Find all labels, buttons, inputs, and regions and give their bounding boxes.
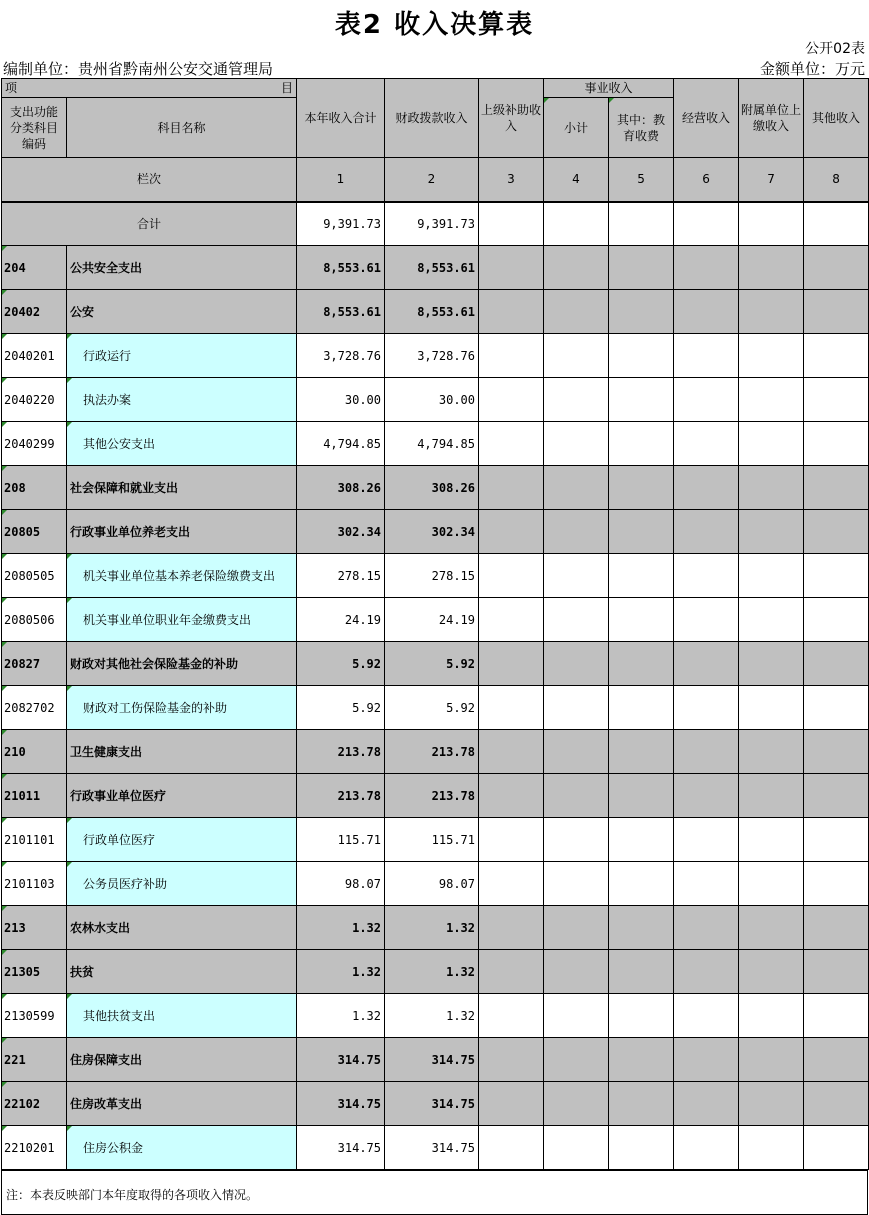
empty-cell: [674, 246, 739, 290]
row-name: 住房公积金: [67, 1126, 297, 1170]
row-total-income: 5.92: [297, 642, 385, 686]
empty-cell: [804, 642, 869, 686]
empty-cell: [479, 378, 544, 422]
empty-cell: [609, 466, 674, 510]
empty-cell: [804, 994, 869, 1038]
col-number-3: 3: [479, 158, 544, 202]
empty-cell: [544, 1126, 609, 1170]
empty-cell: [739, 1082, 804, 1126]
empty-cell: [544, 422, 609, 466]
row-name: 社会保障和就业支出: [67, 466, 297, 510]
empty-cell: [544, 554, 609, 598]
empty-cell: [609, 378, 674, 422]
table-row: [2, 466, 869, 510]
header-other: 其他收入: [804, 79, 869, 158]
empty-cell: [674, 422, 739, 466]
row-total-income: 213.78: [297, 730, 385, 774]
row-code: 20805: [2, 510, 67, 554]
empty-cell: [544, 642, 609, 686]
empty-cell: [674, 642, 739, 686]
row-name: 机关事业单位职业年金缴费支出: [67, 598, 297, 642]
empty-cell: [804, 598, 869, 642]
row-total-income: 3,728.76: [297, 334, 385, 378]
empty-cell: [739, 246, 804, 290]
row-fiscal-income: 213.78: [385, 730, 479, 774]
empty-cell: [804, 1126, 869, 1170]
empty-cell: [804, 378, 869, 422]
empty-cell: [804, 1038, 869, 1082]
empty-cell: [479, 334, 544, 378]
empty-cell: [544, 202, 609, 246]
row-name: 公务员医疗补助: [67, 862, 297, 906]
table-row: [2, 730, 869, 774]
table-row: [2, 1038, 869, 1082]
row-fiscal-income: 213.78: [385, 774, 479, 818]
empty-cell: [544, 334, 609, 378]
empty-cell: [544, 598, 609, 642]
header-name: 科目名称: [67, 98, 297, 158]
empty-cell: [479, 202, 544, 246]
row-fiscal-income: 5.92: [385, 686, 479, 730]
empty-cell: [479, 246, 544, 290]
empty-cell: [609, 334, 674, 378]
empty-cell: [609, 818, 674, 862]
empty-cell: [804, 1082, 869, 1126]
row-name: 住房改革支出: [67, 1082, 297, 1126]
row-name: 行政单位医疗: [67, 818, 297, 862]
row-total-income: 1.32: [297, 950, 385, 994]
report-title: 表2 收入决算表: [334, 10, 535, 40]
empty-cell: [674, 1082, 739, 1126]
empty-cell: [739, 1038, 804, 1082]
header-superior: 上级补助收入: [479, 79, 544, 158]
row-fiscal-income: 30.00: [385, 378, 479, 422]
row-total-income: 213.78: [297, 774, 385, 818]
empty-cell: [609, 774, 674, 818]
empty-cell: [739, 862, 804, 906]
empty-cell: [544, 818, 609, 862]
empty-cell: [804, 818, 869, 862]
empty-cell: [609, 1038, 674, 1082]
empty-cell: [674, 598, 739, 642]
table-row: [2, 1126, 869, 1170]
header-fiscal: 财政拨款收入: [385, 79, 479, 158]
empty-cell: [674, 202, 739, 246]
empty-cell: [804, 730, 869, 774]
row-total-income: 314.75: [297, 1126, 385, 1170]
row-code: 2040201: [2, 334, 67, 378]
empty-cell: [804, 510, 869, 554]
empty-cell: [804, 422, 869, 466]
empty-cell: [479, 994, 544, 1038]
header-xiang: 项: [5, 81, 18, 95]
empty-cell: [674, 950, 739, 994]
table-row: [2, 994, 869, 1038]
header-lanci: 栏次: [2, 158, 297, 202]
empty-cell: [609, 1126, 674, 1170]
empty-cell: [804, 246, 869, 290]
row-fiscal-income: 115.71: [385, 818, 479, 862]
empty-cell: [479, 950, 544, 994]
total-row: [2, 202, 869, 246]
total-fiscal-value: 9,391.73: [385, 202, 479, 246]
empty-cell: [674, 774, 739, 818]
row-code: 2040299: [2, 422, 67, 466]
row-code: 2101101: [2, 818, 67, 862]
table-row: [2, 906, 869, 950]
row-fiscal-income: 24.19: [385, 598, 479, 642]
header-mu: 目: [280, 81, 293, 95]
col-number-5: 5: [609, 158, 674, 202]
empty-cell: [479, 686, 544, 730]
row-total-income: 314.75: [297, 1082, 385, 1126]
header-operating: 经营收入: [674, 79, 739, 158]
empty-cell: [804, 686, 869, 730]
empty-cell: [739, 290, 804, 334]
empty-cell: [479, 1082, 544, 1126]
empty-cell: [739, 818, 804, 862]
row-fiscal-income: 314.75: [385, 1082, 479, 1126]
empty-cell: [674, 686, 739, 730]
empty-cell: [739, 642, 804, 686]
table-row: [2, 862, 869, 906]
empty-cell: [674, 378, 739, 422]
row-name: 公安: [67, 290, 297, 334]
table-row: [2, 554, 869, 598]
empty-cell: [544, 686, 609, 730]
row-total-income: 8,553.61: [297, 246, 385, 290]
table-row: [2, 950, 869, 994]
empty-cell: [479, 1038, 544, 1082]
table-row: [2, 334, 869, 378]
empty-cell: [544, 1038, 609, 1082]
footnote-box: [1, 1169, 868, 1215]
table-row: [2, 290, 869, 334]
row-fiscal-income: 314.75: [385, 1038, 479, 1082]
empty-cell: [479, 510, 544, 554]
row-name: 卫生健康支出: [67, 730, 297, 774]
row-total-income: 308.26: [297, 466, 385, 510]
header-business: 事业收入: [544, 79, 674, 98]
empty-cell: [739, 730, 804, 774]
empty-cell: [544, 862, 609, 906]
empty-cell: [609, 862, 674, 906]
empty-cell: [804, 950, 869, 994]
row-name: 行政运行: [67, 334, 297, 378]
table-row: [2, 686, 869, 730]
row-total-income: 30.00: [297, 378, 385, 422]
row-code: 2082702: [2, 686, 67, 730]
col-number-7: 7: [739, 158, 804, 202]
empty-cell: [479, 290, 544, 334]
empty-cell: [479, 774, 544, 818]
empty-cell: [739, 906, 804, 950]
row-fiscal-income: 1.32: [385, 906, 479, 950]
row-fiscal-income: 4,794.85: [385, 422, 479, 466]
empty-cell: [479, 642, 544, 686]
empty-cell: [804, 466, 869, 510]
empty-cell: [544, 774, 609, 818]
row-name: 财政对其他社会保险基金的补助: [67, 642, 297, 686]
row-total-income: 278.15: [297, 554, 385, 598]
empty-cell: [479, 862, 544, 906]
empty-cell: [739, 950, 804, 994]
empty-cell: [479, 598, 544, 642]
row-fiscal-income: 302.34: [385, 510, 479, 554]
col-number-1: 1: [297, 158, 385, 202]
row-code: 213: [2, 906, 67, 950]
row-total-income: 24.19: [297, 598, 385, 642]
empty-cell: [674, 994, 739, 1038]
empty-cell: [609, 950, 674, 994]
form-code: 公开02表: [805, 41, 865, 57]
col-number-6: 6: [674, 158, 739, 202]
header-affiliated: 附属单位上缴收入: [739, 79, 804, 158]
row-total-income: 314.75: [297, 1038, 385, 1082]
row-name: 农林水支出: [67, 906, 297, 950]
row-total-income: 1.32: [297, 994, 385, 1038]
empty-cell: [544, 246, 609, 290]
row-fiscal-income: 314.75: [385, 1126, 479, 1170]
empty-cell: [544, 994, 609, 1038]
empty-cell: [674, 290, 739, 334]
row-code: 22102: [2, 1082, 67, 1126]
empty-cell: [544, 906, 609, 950]
row-total-income: 5.92: [297, 686, 385, 730]
table-row: [2, 1082, 869, 1126]
table-row: [2, 774, 869, 818]
row-code: 21011: [2, 774, 67, 818]
table-row: [2, 510, 869, 554]
row-fiscal-income: 278.15: [385, 554, 479, 598]
empty-cell: [739, 466, 804, 510]
row-code: 2101103: [2, 862, 67, 906]
row-fiscal-income: 8,553.61: [385, 246, 479, 290]
row-code: 210: [2, 730, 67, 774]
empty-cell: [609, 994, 674, 1038]
empty-cell: [739, 510, 804, 554]
empty-cell: [674, 334, 739, 378]
empty-cell: [804, 334, 869, 378]
empty-cell: [609, 510, 674, 554]
income-table: [1, 78, 868, 1170]
empty-cell: [674, 862, 739, 906]
empty-cell: [609, 246, 674, 290]
row-name: 其他扶贫支出: [67, 994, 297, 1038]
empty-cell: [479, 1126, 544, 1170]
empty-cell: [804, 774, 869, 818]
empty-cell: [739, 598, 804, 642]
table-row: [2, 642, 869, 686]
empty-cell: [739, 202, 804, 246]
row-fiscal-income: 8,553.61: [385, 290, 479, 334]
row-code: 2040220: [2, 378, 67, 422]
empty-cell: [674, 1038, 739, 1082]
empty-cell: [739, 378, 804, 422]
header-code: 支出功能分类科目编码: [2, 98, 67, 158]
row-name: 扶贫: [67, 950, 297, 994]
row-fiscal-income: 1.32: [385, 950, 479, 994]
empty-cell: [674, 906, 739, 950]
row-code: 21305: [2, 950, 67, 994]
row-code: 20402: [2, 290, 67, 334]
col-number-2: 2: [385, 158, 479, 202]
row-code: 208: [2, 466, 67, 510]
empty-cell: [674, 510, 739, 554]
row-total-income: 98.07: [297, 862, 385, 906]
empty-cell: [609, 730, 674, 774]
row-code: 2080505: [2, 554, 67, 598]
empty-cell: [544, 1082, 609, 1126]
row-total-income: 4,794.85: [297, 422, 385, 466]
row-name: 其他公安支出: [67, 422, 297, 466]
empty-cell: [739, 554, 804, 598]
empty-cell: [739, 994, 804, 1038]
empty-cell: [804, 290, 869, 334]
empty-cell: [609, 1082, 674, 1126]
empty-cell: [739, 334, 804, 378]
empty-cell: [739, 1126, 804, 1170]
row-fiscal-income: 308.26: [385, 466, 479, 510]
empty-cell: [609, 290, 674, 334]
table-row: [2, 378, 869, 422]
row-name: 公共安全支出: [67, 246, 297, 290]
empty-cell: [739, 686, 804, 730]
row-fiscal-income: 1.32: [385, 994, 479, 1038]
empty-cell: [609, 598, 674, 642]
total-income-value: 9,391.73: [297, 202, 385, 246]
empty-cell: [609, 686, 674, 730]
header-education: 其中：教育收费: [609, 98, 674, 158]
row-fiscal-income: 98.07: [385, 862, 479, 906]
empty-cell: [804, 554, 869, 598]
empty-cell: [479, 906, 544, 950]
empty-cell: [479, 818, 544, 862]
col-number-4: 4: [544, 158, 609, 202]
empty-cell: [479, 422, 544, 466]
empty-cell: [674, 818, 739, 862]
row-code: 2080506: [2, 598, 67, 642]
row-code: 221: [2, 1038, 67, 1082]
row-total-income: 302.34: [297, 510, 385, 554]
empty-cell: [479, 466, 544, 510]
row-name: 机关事业单位基本养老保险缴费支出: [67, 554, 297, 598]
row-name: 财政对工伤保险基金的补助: [67, 686, 297, 730]
empty-cell: [544, 950, 609, 994]
row-code: 20827: [2, 642, 67, 686]
row-name: 住房保障支出: [67, 1038, 297, 1082]
total-label: 合计: [2, 202, 297, 246]
table-row: [2, 422, 869, 466]
row-code: 204: [2, 246, 67, 290]
row-name: 行政事业单位养老支出: [67, 510, 297, 554]
empty-cell: [674, 1126, 739, 1170]
empty-cell: [479, 554, 544, 598]
empty-cell: [804, 862, 869, 906]
empty-cell: [544, 378, 609, 422]
row-fiscal-income: 3,728.76: [385, 334, 479, 378]
row-total-income: 115.71: [297, 818, 385, 862]
unit-label: 金额单位：万元: [759, 60, 865, 78]
empty-cell: [544, 730, 609, 774]
empty-cell: [479, 730, 544, 774]
row-code: 2130599: [2, 994, 67, 1038]
row-name: 行政事业单位医疗: [67, 774, 297, 818]
empty-cell: [544, 290, 609, 334]
empty-cell: [804, 906, 869, 950]
empty-cell: [739, 422, 804, 466]
empty-cell: [609, 554, 674, 598]
row-total-income: 1.32: [297, 906, 385, 950]
empty-cell: [674, 554, 739, 598]
row-total-income: 8,553.61: [297, 290, 385, 334]
header-xiang-mu: [2, 79, 297, 98]
table-row: [2, 598, 869, 642]
empty-cell: [609, 906, 674, 950]
empty-cell: [804, 202, 869, 246]
empty-cell: [674, 730, 739, 774]
empty-cell: [609, 422, 674, 466]
empty-cell: [544, 466, 609, 510]
empty-cell: [674, 466, 739, 510]
row-name: 执法办案: [67, 378, 297, 422]
footnote: 注：本表反映部门本年度取得的各项收入情况。: [6, 1188, 259, 1202]
org-label: 编制单位：贵州省黔南州公安交通管理局: [3, 60, 274, 78]
row-fiscal-income: 5.92: [385, 642, 479, 686]
col-number-8: 8: [804, 158, 869, 202]
empty-cell: [609, 642, 674, 686]
header-subtotal: 小计: [544, 98, 609, 158]
header-total-income: 本年收入合计: [297, 79, 385, 158]
empty-cell: [739, 774, 804, 818]
empty-cell: [609, 202, 674, 246]
table-row: [2, 246, 869, 290]
empty-cell: [544, 510, 609, 554]
row-code: 2210201: [2, 1126, 67, 1170]
table-row: [2, 818, 869, 862]
